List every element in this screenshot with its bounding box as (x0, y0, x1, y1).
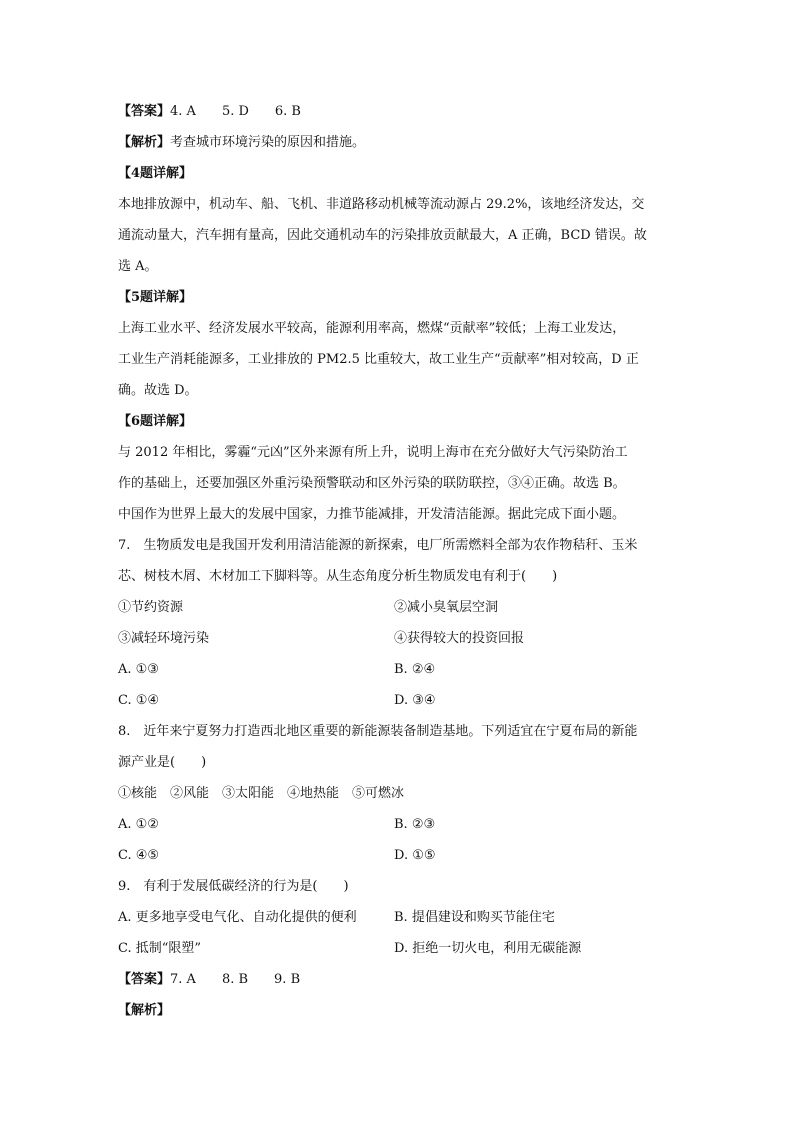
q6-detail-heading: 【6题详解】 (118, 414, 193, 429)
q8-option-d[interactable]: D. ①⑤ (394, 848, 436, 863)
q7-option-c[interactable]: C. ①④ (118, 693, 160, 708)
q9-option-d[interactable]: D. 拒绝一切火电，利用无碳能源 (394, 941, 582, 956)
answer-label: 【答案】 (118, 104, 171, 119)
answer-label: 【答案】 (118, 972, 171, 987)
q8-items: ①核能 ②风能 ③太阳能 ④地热能 ⑤可燃冰 (118, 786, 405, 801)
q4-detail-line: 本地排放源中，机动车、船、飞机、非道路移动机械等流动源占 29.2%，该地经济发达，交 (118, 197, 645, 212)
q8-option-b[interactable]: B. ②③ (394, 817, 436, 832)
analysis-line-1 (118, 127, 678, 158)
q9-options-row (118, 902, 678, 933)
q7-option-b[interactable]: B. ②④ (394, 662, 436, 677)
q9-option-a[interactable]: A. 更多地享受电气化、自动化提供的便利 (118, 910, 357, 925)
q7-item: ②减小臭氧层空洞 (394, 600, 499, 615)
q7-options-row (118, 654, 678, 685)
analysis-label: 【解析】 (118, 135, 171, 150)
q9-option-c[interactable]: C. 抵制“限塑” (118, 941, 202, 956)
q4-detail-heading: 【4题详解】 (118, 166, 193, 181)
analysis-text: 考查城市环境污染的原因和措施。 (170, 135, 366, 150)
q7-item: ④获得较大的投资回报 (394, 631, 525, 646)
analysis-heading-2: 【解析】 (118, 1003, 171, 1018)
q7-stem-line: 7. 生物质发电是我国开发利用清洁能源的新探索，电厂所需燃料全部为农作物秸秆、玉米 (118, 538, 638, 553)
q7-item: ①节约资源 (118, 600, 184, 615)
q7-items-row (118, 623, 678, 654)
question-group-intro: 中国作为世界上最大的发展中国家，力推节能减排，开发清洁能源。据此完成下面小题。 (118, 507, 626, 522)
q6-detail-line: 与 2012 年相比，雾霾“元凶”区外来源有所上升，说明上海市在充分做好大气污染防治工 (118, 445, 628, 460)
q9-stem: 9. 有利于发展低碳经济的行为是( ) (118, 879, 349, 894)
answer-text: 4. A 5. D 6. B (170, 104, 301, 119)
q9-option-b[interactable]: B. 提倡建设和购买节能住宅 (394, 910, 555, 925)
q5-detail-heading: 【5题详解】 (118, 290, 193, 305)
q7-option-d[interactable]: D. ③④ (394, 693, 436, 708)
q8-option-c[interactable]: C. ④⑤ (118, 848, 160, 863)
q4-detail-line: 通流动量大，汽车拥有量高，因此交通机动车的污染排放贡献最大，A 正确，BCD 错误。故 (118, 228, 647, 243)
q5-detail-line: 工业生产消耗能源多，工业排放的 PM2.5 比重较大，故工业生产“贡献率”相对较高，D 正 (118, 352, 639, 367)
q5-detail-line: 确。故选 D。 (118, 383, 198, 398)
q6-detail-line: 作的基础上，还要加强区外重污染预警联动和区外污染的联防联控，③④正确。故选 B。 (118, 476, 626, 491)
q7-item: ③减轻环境污染 (118, 631, 210, 646)
q7-option-a[interactable]: A. ①③ (118, 662, 159, 677)
document-page (118, 96, 678, 1026)
answer-line-1 (118, 96, 678, 127)
q7-options-row (118, 685, 678, 716)
q7-stem-line: 芯、树枝木屑、木材加工下脚料等。从生态角度分析生物质发电有利于( ) (118, 569, 558, 584)
q9-options-row (118, 933, 678, 964)
q4-detail-line: 选 A。 (118, 259, 158, 274)
q8-options-row (118, 809, 678, 840)
q8-stem-line: 8. 近年来宁夏努力打造西北地区重要的新能源装备制造基地。下列适宜在宁夏布局的新能 (118, 724, 638, 739)
answer-line-2 (118, 964, 678, 995)
answer-text: 7. A 8. B 9. B (170, 972, 301, 987)
q5-detail-line: 上海工业水平、经济发展水平较高，能源利用率高，燃煤“贡献率”较低；上海工业发达， (118, 321, 626, 336)
q8-options-row (118, 840, 678, 871)
q8-stem-line: 源产业是( ) (118, 755, 207, 770)
q8-option-a[interactable]: A. ①② (118, 817, 159, 832)
q7-items-row (118, 592, 678, 623)
